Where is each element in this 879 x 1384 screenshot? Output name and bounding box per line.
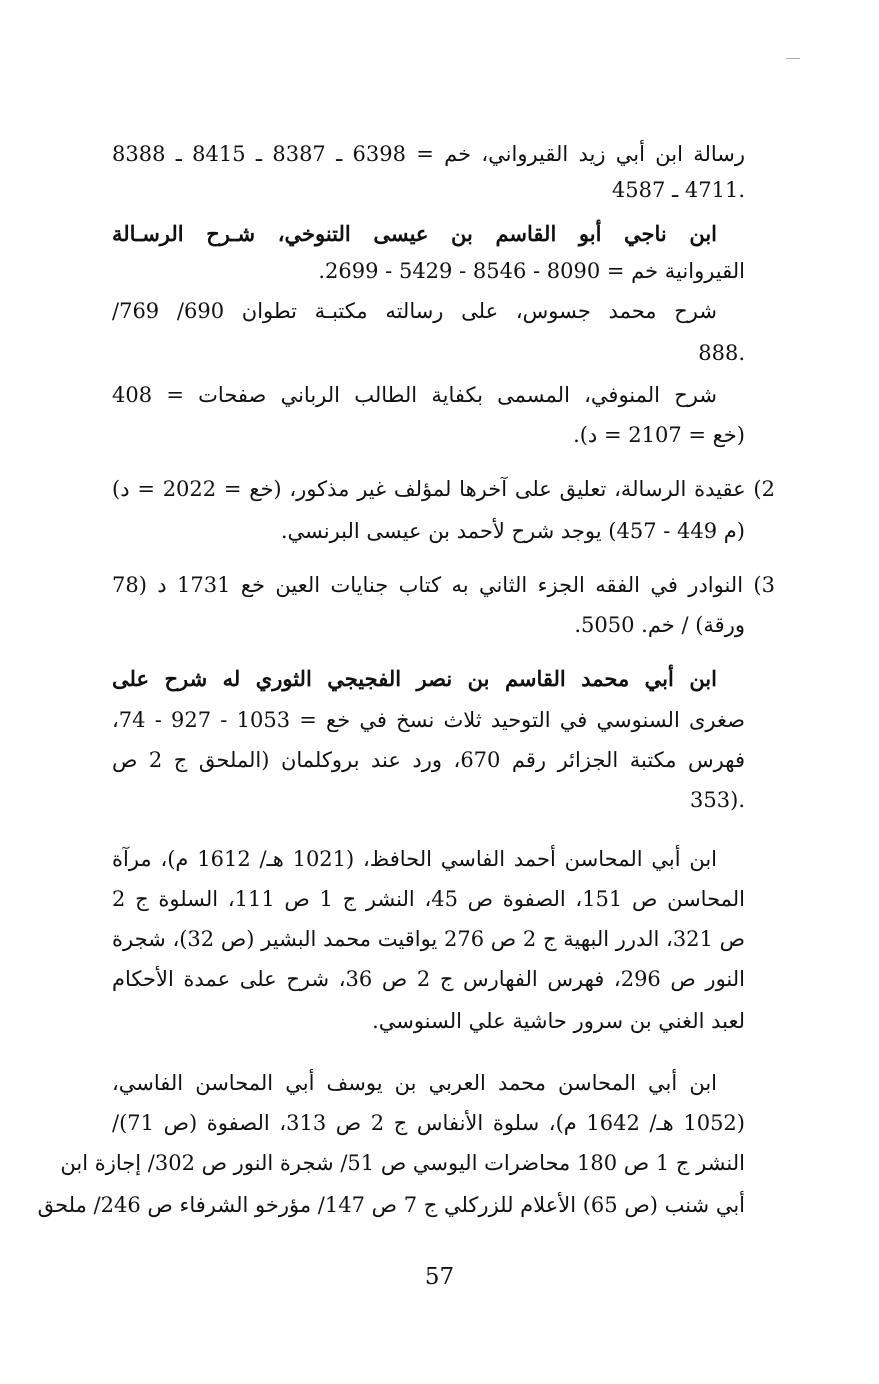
text-line: ورقة) / خم. 5050. xyxy=(574,613,745,637)
text-line: لعبد الغني بن سرور حاشية علي السنوسي. xyxy=(372,1009,745,1033)
text-line: شرح محمد جسوس، على رسالته مكتبـة تطوان 690/ 769/ xyxy=(112,299,717,323)
text-line: 2) عقيدة الرسالة، تعليق على آخرها لمؤلف غير مذكور، (خع = 2022 = د) xyxy=(112,477,775,501)
text-line: المحاسن ص 151، الصفوة ص 45، النشر ج 1 ص 111، السلوة ج 2 xyxy=(112,887,745,911)
page-number: 57 xyxy=(424,1264,455,1290)
text-line: صغرى السنوسي في التوحيد ثلاث نسخ في خع = 1053 - 927 - 74، xyxy=(112,708,745,732)
text-line: فهرس مكتبة الجزائر رقم 670، ورد عند بروكلمان (الملحق ج 2 ص xyxy=(112,748,745,772)
text-line: 3) النوادر في الفقه الجزء الثاني به كتاب جنايات العين خع 1731 د (78 xyxy=(112,573,775,597)
text-line: ص 321، الدرر البهية ج 2 ص 276 يواقيت محمد البشير (ص 32)، شجرة xyxy=(112,927,745,951)
entry-heading-line: ابن ناجي أبو القاسم بن عيسى التنوخي، شـرح الرسـالة xyxy=(112,221,717,246)
text-line: .4711 ـ 4587 xyxy=(611,178,745,202)
scan-mark xyxy=(786,58,800,59)
text-line: شرح المنوفي، المسمى بكفاية الطالب الرباني صفحات = 408 xyxy=(112,383,717,407)
entry-heading-line: ابن أبي المحاسن محمد العربي بن يوسف أبي المحاسن الفاسي، xyxy=(112,1071,717,1095)
text-line: (1052 هـ/ 1642 م)، سلوة الأنفاس ج 2 ص 313، الصفوة (ص 71)/ xyxy=(112,1111,745,1135)
text-line: 888. xyxy=(698,341,745,365)
entry-heading-line: ابن أبي محمد القاسم بن نصر الفجيجي الثوري له شرح على xyxy=(112,666,717,691)
text-line: أبي شنب (ص 65) الأعلام للزركلي ج 7 ص 147/ مؤرخو الشرفاء ص 246/ ملحق xyxy=(37,1193,745,1217)
text-line: (خع = 2107 = د). xyxy=(573,423,745,447)
text-line: رسالة ابن أبي زيد القيرواني، خم = 6398 ـ 8387 ـ 8415 ـ 8388 xyxy=(112,142,745,166)
text-line: النور ص 296، فهرس الفهارس ج 2 ص 36، شرح على عمدة الأحكام xyxy=(112,967,745,991)
text-line: 353). xyxy=(690,788,745,812)
text-line: النشر ج 1 ص 180 محاضرات اليوسي ص 51/ شجرة النور ص 302/ إجازة ابن xyxy=(60,1151,745,1175)
text-line: (م 449 - 457) يوجد شرح لأحمد بن عيسى البرنسي. xyxy=(280,519,745,543)
text-line: القيروانية خم = 8090 - 8546 - 5429 - 2699. xyxy=(318,259,745,283)
entry-heading-line: ابن أبي المحاسن أحمد الفاسي الحافظ، (1021 هـ/ 1612 م)، مرآة xyxy=(112,847,717,871)
